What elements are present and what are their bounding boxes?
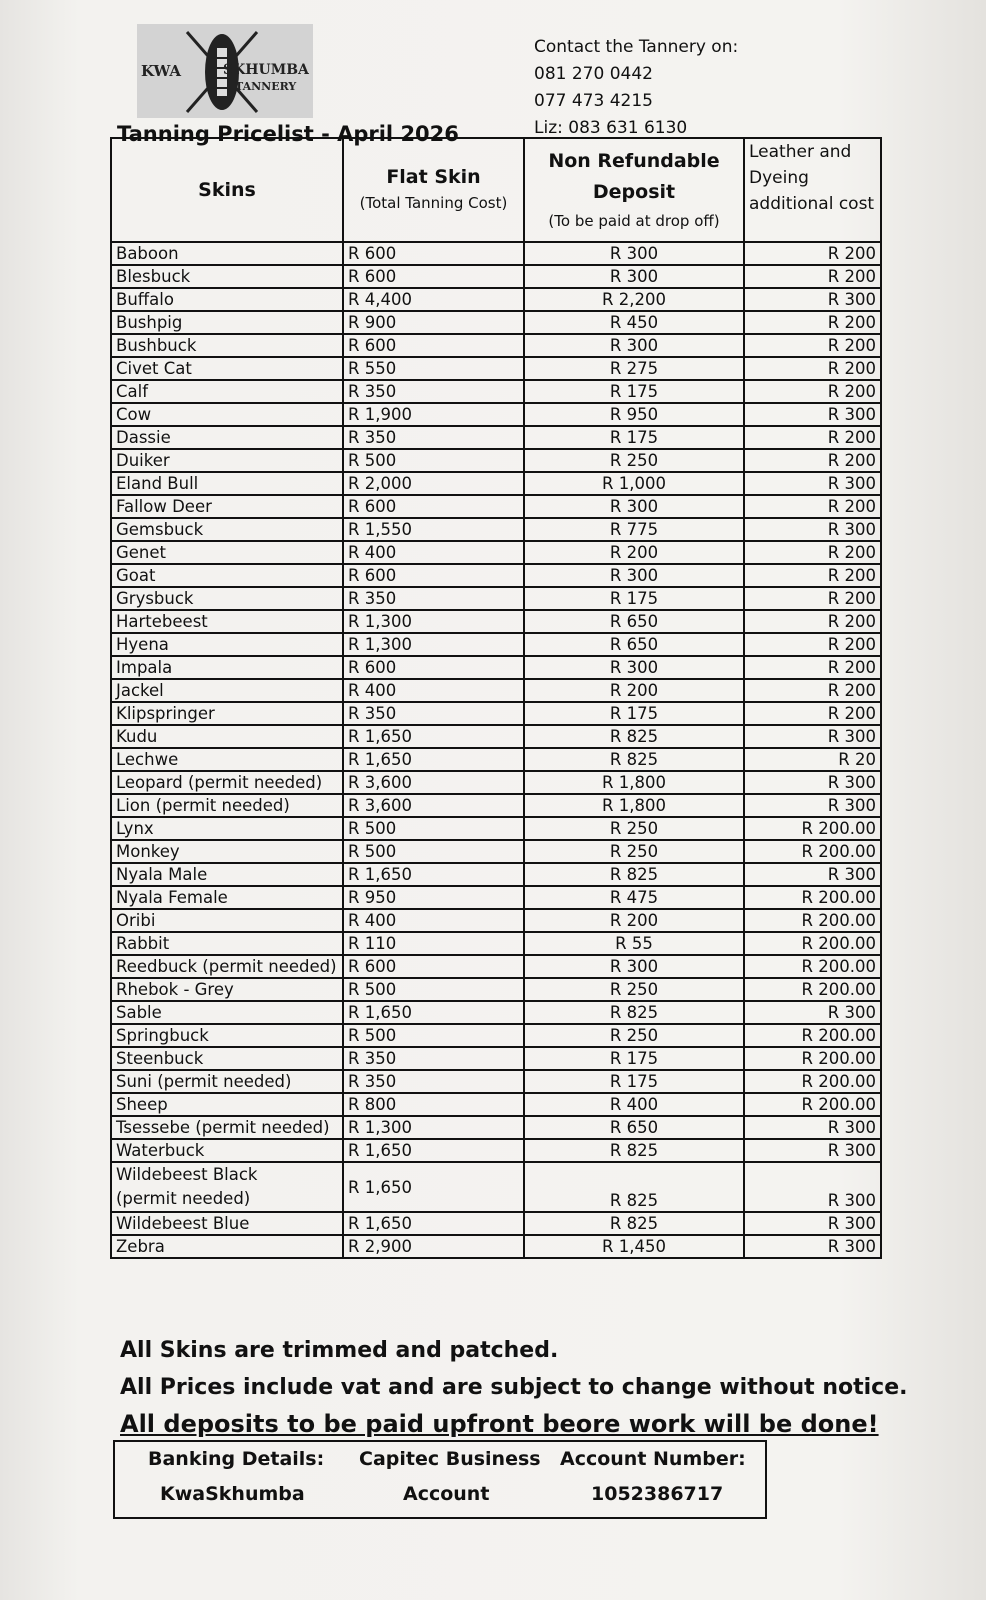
cell-skin: Calf <box>111 380 343 403</box>
cell-flat-skin: R 350 <box>343 426 524 449</box>
cell-skin-line-2: (permit needed) <box>116 1189 251 1208</box>
cell-skin: Blesbuck <box>111 265 343 288</box>
table-row <box>111 1093 881 1116</box>
table-row <box>111 817 881 840</box>
cell-skin: Zebra <box>111 1235 343 1258</box>
cell-skin: Waterbuck <box>111 1139 343 1162</box>
cell-leather: R 200 <box>744 702 881 725</box>
cell-deposit: R 250 <box>524 978 744 1001</box>
cell-leather: R 300 <box>744 1116 881 1139</box>
cell-flat-skin: R 600 <box>343 242 524 265</box>
cell-leather: R 200 <box>744 334 881 357</box>
cell-deposit: R 825 <box>524 863 744 886</box>
table-row <box>111 656 881 679</box>
cell-leather: R 200 <box>744 541 881 564</box>
contact-phone-1: 081 270 0442 <box>534 64 653 84</box>
bank-account-number: 1052386717 <box>591 1483 724 1505</box>
cell-leather: R 200 <box>744 610 881 633</box>
table-row <box>111 357 881 380</box>
page-title: Tanning Pricelist - April 2026 <box>117 122 459 146</box>
cell-skin: Buffalo <box>111 288 343 311</box>
cell-leather: R 300 <box>744 518 881 541</box>
cell-leather: R 200.00 <box>744 932 881 955</box>
cell-flat-skin: R 600 <box>343 334 524 357</box>
cell-deposit: R 250 <box>524 1024 744 1047</box>
cell-deposit: R 175 <box>524 380 744 403</box>
cell-deposit: R 450 <box>524 311 744 334</box>
cell-leather: R 200 <box>744 265 881 288</box>
cell-flat-skin: R 350 <box>343 380 524 403</box>
cell-flat-skin: R 350 <box>343 587 524 610</box>
header-skins: Skins <box>111 138 343 242</box>
cell-leather: R 200 <box>744 587 881 610</box>
table-row <box>111 334 881 357</box>
cell-skin: Hyena <box>111 633 343 656</box>
cell-skin: Impala <box>111 656 343 679</box>
cell-flat-skin: R 500 <box>343 817 524 840</box>
cell-deposit: R 825 <box>524 725 744 748</box>
cell-deposit: R 300 <box>524 495 744 518</box>
cell-leather: R 300 <box>744 1001 881 1024</box>
cell-deposit: R 300 <box>524 564 744 587</box>
cell-flat-skin: R 1,300 <box>343 610 524 633</box>
cell-flat-skin: R 1,650 <box>343 1001 524 1024</box>
header-flat-skin: Flat Skin (Total Tanning Cost) <box>343 138 524 242</box>
cell-flat-skin: R 500 <box>343 1024 524 1047</box>
cell-flat-skin: R 4,400 <box>343 288 524 311</box>
cell-deposit: R 175 <box>524 1047 744 1070</box>
tannery-logo <box>137 24 313 118</box>
table-row <box>111 702 881 725</box>
table-header-row <box>111 138 881 242</box>
note-trimmed: All Skins are trimmed and patched. <box>120 1338 559 1363</box>
cell-deposit: R 475 <box>524 886 744 909</box>
table-row <box>111 840 881 863</box>
banking-details-box <box>113 1440 767 1519</box>
table-row <box>111 449 881 472</box>
cell-deposit: R 200 <box>524 679 744 702</box>
cell-skin: Bushpig <box>111 311 343 334</box>
contact-phone-2: 077 473 4215 <box>534 91 653 111</box>
cell-deposit: R 400 <box>524 1093 744 1116</box>
table-row <box>111 1139 881 1162</box>
cell-flat-skin: R 350 <box>343 702 524 725</box>
contact-heading: Contact the Tannery on: <box>534 37 739 57</box>
table-row <box>111 403 881 426</box>
cell-deposit: R 300 <box>524 334 744 357</box>
cell-deposit: R 175 <box>524 426 744 449</box>
cell-deposit: R 300 <box>524 656 744 679</box>
cell-flat-skin: R 3,600 <box>343 771 524 794</box>
cell-deposit: R 950 <box>524 403 744 426</box>
cell-flat-skin: R 500 <box>343 840 524 863</box>
header-leather-dyeing: Leather and Dyeing additional cost <box>744 138 881 242</box>
cell-deposit: R 775 <box>524 518 744 541</box>
cell-deposit: R 175 <box>524 1070 744 1093</box>
cell-leather: R 200 <box>744 656 881 679</box>
cell-skin: Klipspringer <box>111 702 343 725</box>
cell-flat-skin: R 1,300 <box>343 633 524 656</box>
table-row <box>111 265 881 288</box>
table-row <box>111 886 881 909</box>
cell-deposit: R 250 <box>524 449 744 472</box>
cell-deposit: R 175 <box>524 587 744 610</box>
price-table <box>110 137 882 1259</box>
table-row <box>111 564 881 587</box>
cell-flat-skin: R 600 <box>343 656 524 679</box>
cell-skin: Steenbuck <box>111 1047 343 1070</box>
cell-flat-skin: R 1,650 <box>343 748 524 771</box>
cell-leather: R 200.00 <box>744 1047 881 1070</box>
cell-flat-skin: R 400 <box>343 541 524 564</box>
table-row <box>111 288 881 311</box>
table-row <box>111 909 881 932</box>
cell-flat-skin: R 3,600 <box>343 794 524 817</box>
header-deposit: Non Refundable Deposit (To be paid at drop off) <box>524 138 744 242</box>
table-row <box>111 1070 881 1093</box>
table-row <box>111 932 881 955</box>
cell-leather: R 200.00 <box>744 817 881 840</box>
cell-skin: Leopard (permit needed) <box>111 771 343 794</box>
cell-skin: Duiker <box>111 449 343 472</box>
cell-flat-skin: R 400 <box>343 909 524 932</box>
cell-leather: R 300 <box>744 288 881 311</box>
table-row <box>111 633 881 656</box>
table-row <box>111 1212 881 1235</box>
cell-flat-skin: R 1,650 <box>343 1139 524 1162</box>
cell-leather: R 200.00 <box>744 886 881 909</box>
cell-flat-skin: R 600 <box>343 495 524 518</box>
cell-deposit: R 825 <box>524 1212 744 1235</box>
cell-leather: R 300 <box>744 1235 881 1258</box>
table-row <box>111 771 881 794</box>
table-row <box>111 472 881 495</box>
cell-deposit: R 650 <box>524 633 744 656</box>
cell-leather: R 300 <box>744 863 881 886</box>
cell-skin: Hartebeest <box>111 610 343 633</box>
cell-deposit: R 200 <box>524 541 744 564</box>
cell-leather: R 300 <box>744 403 881 426</box>
cell-flat-skin: R 1,900 <box>343 403 524 426</box>
table-row <box>111 955 881 978</box>
bank-label-1: Banking Details: <box>148 1448 325 1470</box>
cell-deposit: R 650 <box>524 1116 744 1139</box>
cell-skin-line-1: Wildebeest Black <box>116 1165 258 1184</box>
cell-leather: R 200 <box>744 242 881 265</box>
note-deposits: All deposits to be paid upfront beore work will be done! <box>120 1410 879 1438</box>
cell-skin: Goat <box>111 564 343 587</box>
cell-flat-skin: R 350 <box>343 1047 524 1070</box>
cell-skin: Bushbuck <box>111 334 343 357</box>
table-row <box>111 679 881 702</box>
cell-skin: Reedbuck (permit needed) <box>111 955 343 978</box>
cell-leather: R 200.00 <box>744 1070 881 1093</box>
table-row <box>111 610 881 633</box>
cell-deposit: R 1,450 <box>524 1235 744 1258</box>
cell-leather: R 200.00 <box>744 909 881 932</box>
table-row <box>111 242 881 265</box>
cell-leather: R 200 <box>744 633 881 656</box>
table-row <box>111 495 881 518</box>
note-vat: All Prices include vat and are subject to change without notice. <box>120 1375 908 1400</box>
cell-skin: Eland Bull <box>111 472 343 495</box>
cell-skin: Lynx <box>111 817 343 840</box>
table-row <box>111 794 881 817</box>
cell-deposit: R 1,800 <box>524 794 744 817</box>
cell-skin: Kudu <box>111 725 343 748</box>
cell-leather: R 200 <box>744 311 881 334</box>
cell-deposit: R 1,800 <box>524 771 744 794</box>
cell-leather: R 200 <box>744 495 881 518</box>
cell-leather: R 200.00 <box>744 1024 881 1047</box>
cell-deposit: R 825 <box>524 1139 744 1162</box>
logo-word-skhumba: SKHUMBA <box>223 62 309 78</box>
cell-flat-skin: R 110 <box>343 932 524 955</box>
cell-flat-skin: R 350 <box>343 1070 524 1093</box>
cell-leather: R 300 <box>744 1139 881 1162</box>
cell-skin: Rhebok - Grey <box>111 978 343 1001</box>
cell-deposit: R 175 <box>524 702 744 725</box>
cell-flat-skin: R 400 <box>343 679 524 702</box>
cell-leather: R 200 <box>744 449 881 472</box>
bank-account-number-label: Account Number: <box>560 1448 746 1470</box>
bank-label-2: KwaSkhumba <box>160 1483 305 1505</box>
cell-skin: Wildebeest Blue <box>111 1212 343 1235</box>
cell-flat-skin: R 1,550 <box>343 518 524 541</box>
logo-word-tannery: TANNERY <box>235 80 297 93</box>
table-row <box>111 748 881 771</box>
table-row <box>111 1162 881 1212</box>
cell-deposit: R 250 <box>524 817 744 840</box>
cell-deposit: R 825 <box>524 1001 744 1024</box>
cell-flat-skin: R 600 <box>343 564 524 587</box>
cell-skin: Sheep <box>111 1093 343 1116</box>
cell-leather: R 300 <box>744 1212 881 1235</box>
cell-deposit: R 275 <box>524 357 744 380</box>
cell-skin: Baboon <box>111 242 343 265</box>
cell-leather: R 200 <box>744 564 881 587</box>
cell-deposit: R 2,200 <box>524 288 744 311</box>
cell-deposit: R 300 <box>524 265 744 288</box>
cell-flat-skin: R 600 <box>343 955 524 978</box>
bank-account-type-1: Capitec Business <box>359 1448 541 1470</box>
cell-flat-skin: R 600 <box>343 265 524 288</box>
cell-skin: Springbuck <box>111 1024 343 1047</box>
cell-leather: R 300 <box>744 771 881 794</box>
notes-block <box>120 1332 908 1443</box>
cell-deposit: R 825 <box>524 1162 744 1212</box>
cell-skin: Civet Cat <box>111 357 343 380</box>
table-row <box>111 311 881 334</box>
cell-flat-skin: R 800 <box>343 1093 524 1116</box>
cell-leather: R 300 <box>744 1162 881 1212</box>
cell-deposit: R 1,000 <box>524 472 744 495</box>
cell-leather: R 200 <box>744 679 881 702</box>
cell-leather: R 300 <box>744 472 881 495</box>
cell-skin: Gemsbuck <box>111 518 343 541</box>
cell-flat-skin: R 950 <box>343 886 524 909</box>
table-row <box>111 978 881 1001</box>
cell-skin: Nyala Male <box>111 863 343 886</box>
cell-flat-skin: R 1,650 <box>343 1212 524 1235</box>
cell-flat-skin: R 1,300 <box>343 1116 524 1139</box>
cell-flat-skin: R 500 <box>343 978 524 1001</box>
cell-skin: Lion (permit needed) <box>111 794 343 817</box>
cell-flat-skin: R 2,900 <box>343 1235 524 1258</box>
table-row <box>111 587 881 610</box>
logo-word-kwa: KWA <box>141 62 182 80</box>
cell-leather: R 200 <box>744 357 881 380</box>
contact-liz: Liz: 083 631 6130 <box>534 118 688 138</box>
table-row <box>111 518 881 541</box>
cell-skin: Cow <box>111 403 343 426</box>
cell-leather: R 200 <box>744 380 881 403</box>
cell-skin: Tsessebe (permit needed) <box>111 1116 343 1139</box>
cell-skin: Fallow Deer <box>111 495 343 518</box>
contact-block <box>534 34 738 142</box>
cell-deposit: R 55 <box>524 932 744 955</box>
table-row <box>111 725 881 748</box>
cell-deposit: R 300 <box>524 955 744 978</box>
table-row <box>111 1235 881 1258</box>
bank-account-type-2: Account <box>403 1483 490 1505</box>
cell-skin: Nyala Female <box>111 886 343 909</box>
table-row <box>111 863 881 886</box>
table-row <box>111 1024 881 1047</box>
table-row <box>111 541 881 564</box>
cell-leather: R 200 <box>744 426 881 449</box>
cell-skin: Rabbit <box>111 932 343 955</box>
cell-skin: Suni (permit needed) <box>111 1070 343 1093</box>
cell-leather: R 200.00 <box>744 978 881 1001</box>
cell-skin: Genet <box>111 541 343 564</box>
table-row <box>111 1047 881 1070</box>
cell-skin: Lechwe <box>111 748 343 771</box>
cell-deposit: R 825 <box>524 748 744 771</box>
table-row <box>111 380 881 403</box>
cell-deposit: R 200 <box>524 909 744 932</box>
cell-skin: Jackel <box>111 679 343 702</box>
cell-flat-skin: R 1,650 <box>343 725 524 748</box>
cell-skin: Sable <box>111 1001 343 1024</box>
cell-deposit: R 650 <box>524 610 744 633</box>
table-row <box>111 1116 881 1139</box>
cell-leather: R 20 <box>744 748 881 771</box>
cell-leather: R 300 <box>744 725 881 748</box>
cell-flat-skin: R 1,650 <box>343 1162 524 1212</box>
cell-skin: Dassie <box>111 426 343 449</box>
cell-skin: Monkey <box>111 840 343 863</box>
cell-skin: Grysbuck <box>111 587 343 610</box>
cell-deposit: R 250 <box>524 840 744 863</box>
cell-flat-skin: R 550 <box>343 357 524 380</box>
table-row <box>111 1001 881 1024</box>
table-row <box>111 426 881 449</box>
cell-leather: R 300 <box>744 794 881 817</box>
cell-flat-skin: R 1,650 <box>343 863 524 886</box>
cell-flat-skin: R 900 <box>343 311 524 334</box>
cell-skin: Oribi <box>111 909 343 932</box>
cell-leather: R 200.00 <box>744 1093 881 1116</box>
cell-flat-skin: R 500 <box>343 449 524 472</box>
cell-leather: R 200.00 <box>744 955 881 978</box>
cell-skin <box>111 1162 343 1212</box>
cell-leather: R 200.00 <box>744 840 881 863</box>
cell-flat-skin: R 2,000 <box>343 472 524 495</box>
cell-deposit: R 300 <box>524 242 744 265</box>
